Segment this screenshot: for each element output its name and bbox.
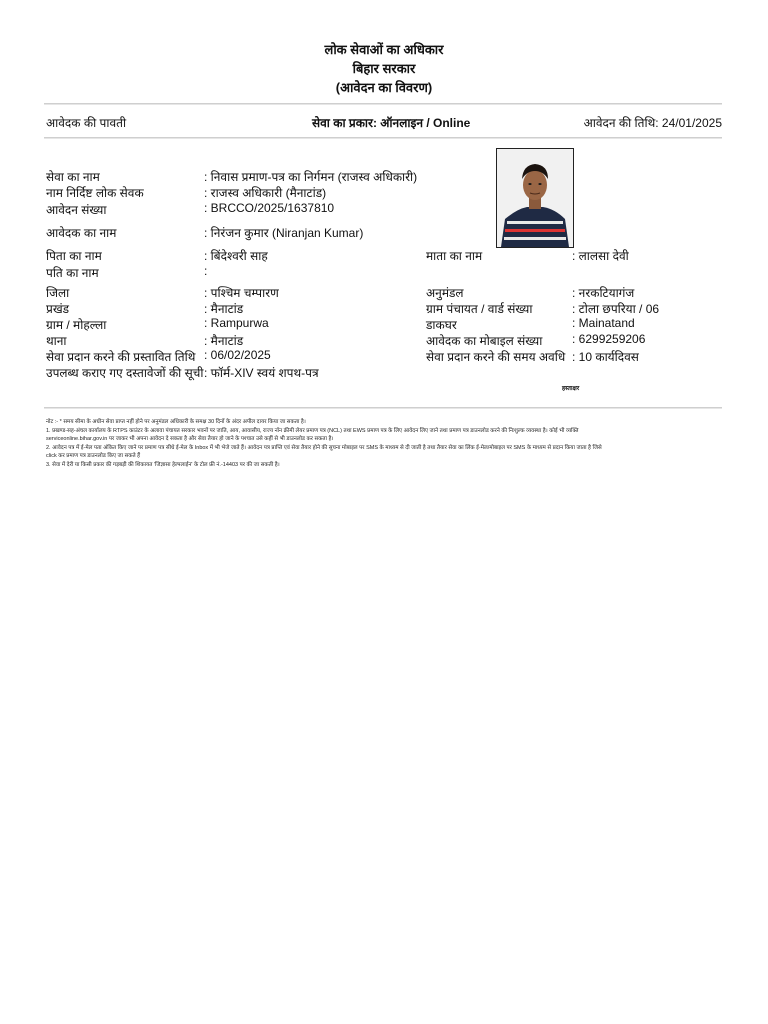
post-office-value: : Mainatand [572,316,635,330]
father-name-value: : बिंदेश्वरी साह [204,249,268,263]
applicant-photo [496,148,574,248]
mobile-label: आवेदक का मोबाइल संख्या [426,334,543,348]
header-title: लोक सेवाओं का अधिकार [324,42,444,57]
designated-officer-value: : राजस्व अधिकारी (मैनाटांड) [204,186,327,200]
applicant-photo-image [497,149,573,247]
divider-middle [44,137,722,138]
header-subtitle: (आवेदन का विवरण) [335,80,433,95]
mother-name-label: माता का नाम [426,249,483,263]
application-number-value: : BRCCO/2025/1637810 [204,201,335,215]
panchayat-label: ग्राम पंचायत / वार्ड संख्या [426,302,533,316]
documents-value: : फॉर्म-XIV स्वयं शपथ-पत्र [204,366,319,380]
panchayat-value: : टोला छपरिया / 06 [572,302,660,316]
note-line: 1. प्रखण्ड-सह-अंचल कार्यालय के RTPS काउंटर के अलावा पंचायत सरकार भवनों पर जाति, आय, आवासीय, राज्य नॉन क्रीमी लेयर प्रमाण पत्र (NCL) तथा EWS प्रमाण पत्र के लिए आवेदन लिए जाने तथा प्रमाण पत्र डाउनलोड करने की निःशुल्क व्यवस्था है। कोई भी व्यक्ति [46,427,579,434]
note-line: 3. सेवा में देरी या किसी प्रकार की गड़बड़ी की शिकायत 'जिज्ञासा हेल्पलाईन' के टोल फ्री नं.-14403 पर की जा सकती है। [46,461,280,468]
application-date: आवेदन की तिथि: 24/01/2025 [583,116,722,130]
block-label: प्रखंड [46,302,70,316]
subdivision-value: : नरकटियागंज [572,286,635,300]
police-station-value: : मैनाटांड [204,334,244,348]
husband-name-label: पति का नाम [46,266,99,280]
service-name-value: : निवास प्रमाण-पत्र का निर्गमन (राजस्व अधिकारी) [204,170,418,184]
time-limit-label: सेवा प्रदान करने की समय अवधि [426,350,566,364]
divider-bottom [44,407,722,408]
service-name-label: सेवा का नाम [46,170,100,184]
note-line: click कर प्रमाण पत्र डाउनलोड किए जा सकते हैं [46,453,141,459]
village-value: : Rampurwa [204,316,269,330]
header-government: बिहार सरकार [352,61,416,76]
mother-name-value: : लालसा देवी [572,249,629,263]
acknowledgement-label: आवेदक की पावती [46,116,127,130]
service-type: सेवा का प्रकार: ऑनलाइन / Online [312,116,471,130]
district-value: : पश्चिम चम्पारण [204,286,279,300]
proposed-date-value: : 06/02/2025 [204,348,271,362]
father-name-label: पिता का नाम [46,249,102,263]
applicant-name-value: : निरंजन कुमार (Niranjan Kumar) [204,226,364,240]
signature-label: हस्ताक्षर [562,386,580,392]
proposed-date-label: सेवा प्रदान करने की प्रस्तावित तिथि [46,350,196,364]
village-label: ग्राम / मोहल्ला [46,318,107,332]
time-limit-value: : 10 कार्यदिवस [572,350,639,364]
designated-officer-label: नाम निर्दिष्ट लोक सेवक [46,186,144,200]
note-line: serviceonline.bihar.gov.in पर जाकर भी अपना आवेदन दे सकता है और सेवा तैयार हो जाने के पश्चात उसे कहीं से भी डाउनलोड कर सकता है। [46,436,334,442]
district-label: जिला [46,286,70,300]
notes-section [46,418,726,469]
post-office-label: डाकघर [426,318,457,332]
note-line: नोट :- * समय सीमा के अधीन सेवा प्राप्त नहीं होने पर अनुमंडल अधिकारी के समक्ष 30 दिनों के अंदर अपील दायर किया जा सकता है। [46,419,306,425]
application-number-label: आवेदन संख्या [46,203,107,217]
applicant-name-label: आवेदक का नाम [46,226,117,240]
husband-name-value: : [204,264,208,278]
block-value: : मैनाटांड [204,302,244,316]
note-line: 2. आवेदन पत्र में ई-मेल पता अंकित किए जाने पर प्रमाण पत्र सीधे ई-मेल के Inbox में भी भेजे जाते हैं। आवेदन पत्र प्राप्ति एवं सेवा तैयार होने की सूचना मोबाइल पर SMS के माध्यम से दी जाती है तथा तैयार सेवा का लिंक ई-मेल/मोबाइल पर SMS के माध्यम से प्रदान किया जाता है जिसे [46,444,602,451]
documents-label: उपलब्ध कराए गए दस्तावेजों की सूची [46,366,204,380]
subdivision-label: अनुमंडल [426,286,464,300]
divider-top [44,103,722,104]
mobile-value: : 6299259206 [572,332,646,346]
police-station-label: थाना [46,334,67,348]
